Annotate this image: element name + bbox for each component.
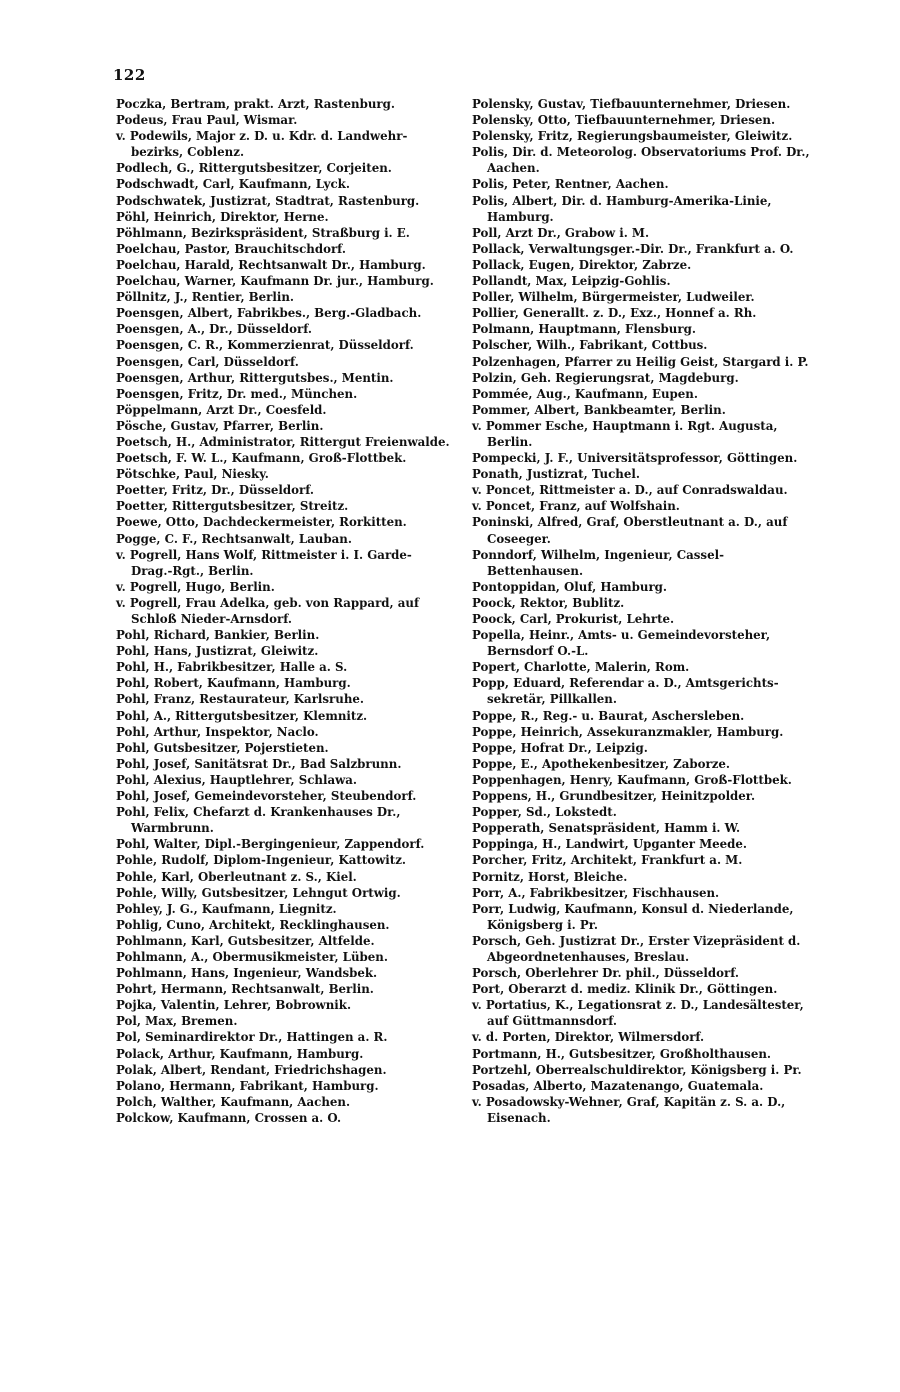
directory-entry: Pösche, Gustav, Pfarrer, Berlin. xyxy=(116,418,324,433)
directory-entry: Pompecki, J. F., Universitätsprofessor, Göttingen. xyxy=(472,451,798,466)
directory-entry: Poppinga, H., Landwirt, Upganter Meede. xyxy=(472,837,748,852)
directory-entry: Porsch, Oberlehrer Dr. phil., Düsseldorf. xyxy=(472,966,739,981)
directory-entry: Podlech, G., Rittergutsbesitzer, Corjeiten. xyxy=(116,161,392,176)
directory-entry: Pohl, Josef, Sanitätsrat Dr., Bad Salzbrunn. xyxy=(116,756,402,771)
directory-entry: Pontoppidan, Oluf, Hamburg. xyxy=(472,579,668,594)
directory-entry: Pol, Max, Bremen. xyxy=(116,1014,238,1029)
page-number: 122 xyxy=(113,66,146,84)
directory-entry: Poetsch, H., Administrator, Rittergut Freienwalde. xyxy=(116,434,450,449)
directory-entry: Porr, Ludwig, Kaufmann, Konsul d. Niederlande, Königsberg i. Pr. xyxy=(472,901,794,932)
directory-entry: Posadas, Alberto, Mazatenango, Guatemala. xyxy=(472,1078,764,1093)
directory-entry: Popert, Charlotte, Malerin, Rom. xyxy=(472,660,690,675)
directory-entry: Pohl, Felix, Chefarzt d. Krankenhauses Dr., Warmbrunn. xyxy=(116,805,401,836)
directory-entry: Polano, Hermann, Fabrikant, Hamburg. xyxy=(116,1078,379,1093)
directory-entry: Poppe, R., Reg.- u. Baurat, Aschersleben. xyxy=(472,708,745,723)
directory-entry: Pohl, Hans, Justizrat, Gleiwitz. xyxy=(116,644,319,659)
directory-entry: Poensgen, Fritz, Dr. med., München. xyxy=(116,386,358,401)
directory-entry: Polzenhagen, Pfarrer zu Heilig Geist, Stargard i. P. xyxy=(472,354,809,369)
directory-entry: Poppe, E., Apothekenbesitzer, Zaborze. xyxy=(472,756,731,771)
directory-entry: Polis, Dir. d. Meteorolog. Observatoriums Prof. Dr., Aachen. xyxy=(472,145,810,176)
directory-entry: Pohle, Willy, Gutsbesitzer, Lehngut Ortwig. xyxy=(116,885,401,900)
directory-entry: Poppenhagen, Henry, Kaufmann, Groß-Flottbek. xyxy=(472,772,792,787)
directory-entry: Poetsch, F. W. L., Kaufmann, Groß-Flottbek. xyxy=(116,451,407,466)
directory-entry: v. d. Porten, Direktor, Wilmersdorf. xyxy=(472,1030,705,1045)
directory-entry: Pornitz, Horst, Bleiche. xyxy=(472,869,628,884)
directory-entry: Polch, Walther, Kaufmann, Aachen. xyxy=(116,1094,351,1109)
directory-entry: Polis, Peter, Rentner, Aachen. xyxy=(472,177,669,192)
directory-entry: Poensgen, A., Dr., Düsseldorf. xyxy=(116,322,313,337)
directory-entry: Pollier, Generallt. z. D., Exz., Honnef a. Rh. xyxy=(472,306,757,321)
directory-entry: Port, Oberarzt d. mediz. Klinik Dr., Göttingen. xyxy=(472,982,778,997)
directory-entry: v. Pogrell, Hugo, Berlin. xyxy=(116,579,275,594)
directory-entry: Pollack, Eugen, Direktor, Zabrze. xyxy=(472,257,692,272)
left-column xyxy=(116,96,452,1126)
directory-entry: Pohrt, Hermann, Rechtsanwalt, Berlin. xyxy=(116,982,374,997)
right-column xyxy=(472,96,810,1126)
directory-entry: Pohl, Walter, Dipl.-Bergingenieur, Zappendorf. xyxy=(116,837,425,852)
directory-entry: Poppens, H., Grundbesitzer, Heinitzpolder. xyxy=(472,789,756,804)
directory-entry: Popella, Heinr., Amts- u. Gemeindevorsteher, Bernsdorf O.-L. xyxy=(472,628,771,659)
directory-entry: Poczka, Bertram, prakt. Arzt, Rastenburg. xyxy=(116,97,395,111)
directory-entry: Pohlig, Cuno, Architekt, Recklinghausen. xyxy=(116,917,390,932)
directory-entry: Pollandt, Max, Leipzig-Gohlis. xyxy=(472,274,671,289)
directory-entry: Popp, Eduard, Referendar a. D., Amtsgerichts-sekretär, Pillkallen. xyxy=(472,676,779,707)
directory-entry: v. Posadowsky-Wehner, Graf, Kapitän z. S. a. D., Eisenach. xyxy=(472,1094,786,1125)
directory-entry: v. Pogrell, Frau Adelka, geb. von Rappard, auf Schloß Nieder-Arnsdorf. xyxy=(116,595,420,626)
directory-entry: Pojka, Valentin, Lehrer, Bobrownik. xyxy=(116,998,352,1013)
directory-entry: Porsch, Geh. Justizrat Dr., Erster Vizepräsident d. Abgeordnetenhauses, Breslau. xyxy=(472,933,801,964)
directory-entry: Popper, Sd., Lokstedt. xyxy=(472,805,617,820)
directory-entry: v. Pogrell, Hans Wolf, Rittmeister i. I. Garde-Drag.-Rgt., Berlin. xyxy=(116,547,412,578)
directory-entry: Pogge, C. F., Rechtsanwalt, Lauban. xyxy=(116,531,352,546)
directory-entry: Poock, Rektor, Bublitz. xyxy=(472,595,625,610)
directory-entry: Pohl, A., Rittergutsbesitzer, Klemnitz. xyxy=(116,708,368,723)
directory-entry: v. Podewils, Major z. D. u. Kdr. d. Landwehr-bezirks, Coblenz. xyxy=(116,129,408,160)
directory-entry: Poensgen, Albert, Fabrikbes., Berg.-Gladbach. xyxy=(116,306,422,321)
directory-entry: Pohlmann, Karl, Gutsbesitzer, Altfelde. xyxy=(116,933,375,948)
directory-entry: Polensky, Gustav, Tiefbauunternehmer, Driesen. xyxy=(472,97,791,111)
directory-entry: Poock, Carl, Prokurist, Lehrte. xyxy=(472,612,675,626)
directory-entry: Poelchau, Harald, Rechtsanwalt Dr., Hamburg. xyxy=(116,257,426,272)
directory-entry: Polak, Albert, Rendant, Friedrichshagen. xyxy=(116,1062,387,1077)
directory-entry: Portmann, H., Gutsbesitzer, Großholthausen. xyxy=(472,1046,772,1061)
directory-entry: Polensky, Otto, Tiefbauunternehmer, Driesen. xyxy=(472,113,776,128)
directory-entry: Porr, A., Fabrikbesitzer, Fischhausen. xyxy=(472,885,720,900)
directory-entry: Pohl, Richard, Bankier, Berlin. xyxy=(116,628,320,643)
directory-entry: Ponndorf, Wilhelm, Ingenieur, Cassel-Bettenhausen. xyxy=(472,547,724,578)
directory-entry: Pohl, Arthur, Inspektor, Naclo. xyxy=(116,724,319,739)
directory-entry: v. Pommer Esche, Hauptmann i. Rgt. Augusta, Berlin. xyxy=(472,418,778,449)
directory-entry: Poensgen, C. R., Kommerzienrat, Düsseldorf. xyxy=(116,338,414,353)
directory-entry: Pohl, Franz, Restaurateur, Karlsruhe. xyxy=(116,692,365,707)
directory-entry: Pohl, H., Fabrikbesitzer, Halle a. S. xyxy=(116,660,348,675)
directory-entry: Porcher, Fritz, Architekt, Frankfurt a. M. xyxy=(472,853,743,868)
directory-entry: Pol, Seminardirektor Dr., Hattingen a. R. xyxy=(116,1030,388,1045)
directory-entry: Pommée, Aug., Kaufmann, Eupen. xyxy=(472,386,698,401)
directory-entry: Pöhlmann, Bezirkspräsident, Straßburg i. E. xyxy=(116,225,410,240)
directory-entry: Poppe, Hofrat Dr., Leipzig. xyxy=(472,740,648,755)
directory-entry: Popperath, Senatspräsident, Hamm i. W. xyxy=(472,821,741,836)
directory-entry: Pohl, Gutsbesitzer, Pojerstieten. xyxy=(116,740,329,755)
directory-entry: Poensgen, Arthur, Rittergutsbes., Mentin. xyxy=(116,370,394,385)
directory-entry: Pollack, Verwaltungsger.-Dir. Dr., Frankfurt a. O. xyxy=(472,241,794,256)
directory-entry: Pohley, J. G., Kaufmann, Liegnitz. xyxy=(116,901,337,916)
directory-entry: Poller, Wilhelm, Bürgermeister, Ludweiler. xyxy=(472,290,755,305)
directory-entry: Polckow, Kaufmann, Crossen a. O. xyxy=(116,1110,342,1125)
directory-entry: Pohle, Rudolf, Diplom-Ingenieur, Kattowitz. xyxy=(116,853,407,868)
directory-entry: Poelchau, Warner, Kaufmann Dr. jur., Hamburg. xyxy=(116,274,434,289)
directory-entry: Poensgen, Carl, Düsseldorf. xyxy=(116,354,299,369)
directory-entry: Podschwadt, Carl, Kaufmann, Lyck. xyxy=(116,177,350,192)
directory-entry: v. Poncet, Franz, auf Wolfshain. xyxy=(472,499,680,514)
directory-entry: Polzin, Geh. Regierungsrat, Magdeburg. xyxy=(472,370,739,385)
directory-entry: Polis, Albert, Dir. d. Hamburg-Amerika-Linie, Hamburg. xyxy=(472,193,772,224)
directory-entry: Polack, Arthur, Kaufmann, Hamburg. xyxy=(116,1046,364,1061)
directory-entry: Polensky, Fritz, Regierungsbaumeister, Gleiwitz. xyxy=(472,129,793,144)
directory-entry: Pötschke, Paul, Niesky. xyxy=(116,467,269,482)
directory-entry: Poetter, Fritz, Dr., Düsseldorf. xyxy=(116,483,314,498)
directory-entry: Ponath, Justizrat, Tuchel. xyxy=(472,467,640,482)
directory-entry: Portzehl, Oberrealschuldirektor, Königsberg i. Pr. xyxy=(472,1062,802,1077)
directory-entry: Pöppelmann, Arzt Dr., Coesfeld. xyxy=(116,402,327,417)
directory-entry: Podschwatek, Justizrat, Stadtrat, Rastenburg. xyxy=(116,193,420,208)
directory-entry: Podeus, Frau Paul, Wismar. xyxy=(116,113,298,128)
directory-entry: Polmann, Hauptmann, Flensburg. xyxy=(472,322,696,337)
directory-entry: Pohl, Alexius, Hauptlehrer, Schlawa. xyxy=(116,772,358,787)
directory-entry: Poninski, Alfred, Graf, Oberstleutnant a. D., auf Coseeger. xyxy=(472,515,788,546)
directory-entry: Polscher, Wilh., Fabrikant, Cottbus. xyxy=(472,338,708,353)
directory-entry: Poewe, Otto, Dachdeckermeister, Rorkitten. xyxy=(116,515,407,530)
directory-entry: Pommer, Albert, Bankbeamter, Berlin. xyxy=(472,402,726,417)
directory-entry: Poppe, Heinrich, Assekuranzmakler, Hamburg. xyxy=(472,724,784,739)
directory-entry: Poetter, Rittergutsbesitzer, Streitz. xyxy=(116,499,349,514)
directory-entry: Poelchau, Pastor, Brauchitschdorf. xyxy=(116,241,346,256)
directory-entry: Pohl, Robert, Kaufmann, Hamburg. xyxy=(116,676,351,691)
directory-entry: Pohlmann, Hans, Ingenieur, Wandsbek. xyxy=(116,966,378,981)
directory-entry: v. Portatius, K., Legationsrat z. D., Landesältester, auf Güttmannsdorf. xyxy=(472,998,804,1029)
directory-entry: Pöllnitz, J., Rentier, Berlin. xyxy=(116,290,295,305)
directory-entry: Pöhl, Heinrich, Direktor, Herne. xyxy=(116,209,329,224)
directory-entry: Pohl, Josef, Gemeindevorsteher, Steubendorf. xyxy=(116,789,417,804)
directory-entry: Pohle, Karl, Oberleutnant z. S., Kiel. xyxy=(116,869,357,884)
directory-entry: Pohlmann, A., Obermusikmeister, Lüben. xyxy=(116,949,388,964)
directory-entry: v. Poncet, Rittmeister a. D., auf Conradswaldau. xyxy=(472,483,788,498)
directory-entry: Poll, Arzt Dr., Grabow i. M. xyxy=(472,225,650,240)
